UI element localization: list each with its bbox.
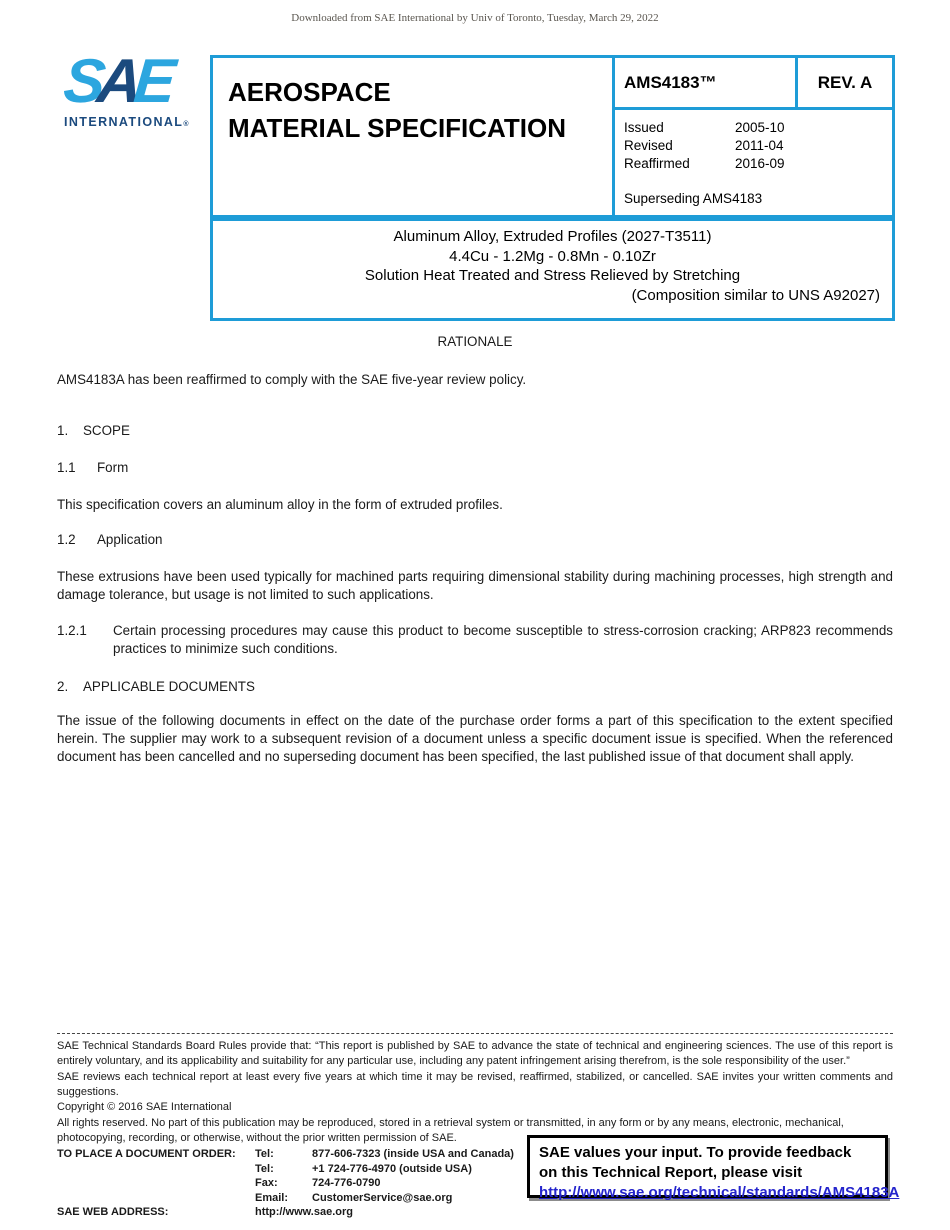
spec-title-line2: 4.4Cu - 1.2Mg - 0.8Mn - 0.10Zr [449, 247, 656, 265]
composition-note: (Composition similar to UNS A92027) [631, 286, 880, 304]
section-1-2-number: 1.2 [57, 532, 76, 547]
sae-logo-letter-a: A [94, 47, 138, 116]
spacer [57, 1176, 255, 1191]
copyright-line: Copyright © 2016 SAE International [57, 1101, 232, 1113]
revision-history [615, 110, 892, 215]
feedback-line1: SAE values your input. To provide feedback [539, 1144, 852, 1161]
section-2-text: The issue of the following documents in effect on the date of the purchase order forms a part of this specification to the extent specified herein. The supplier may work to a subsequent revision of a document unless a specific document issue is specified. When the referenced document has been cancelled and no superseding document has been specified, the last published issue of that document shall apply. [57, 713, 893, 764]
rationale-text: AMS4183A has been reaffirmed to comply with the SAE five-year review policy. [57, 372, 527, 387]
reaffirmed-row [624, 155, 892, 173]
tel2-value: +1 724-776-4970 (outside USA) [312, 1162, 472, 1175]
rationale-heading: RATIONALE [437, 334, 513, 349]
header-block [210, 55, 895, 218]
tel1-key: Tel: [255, 1148, 274, 1160]
revised-row [624, 137, 892, 155]
section-1-2-1-number: 1.2.1 [57, 623, 87, 638]
feedback-line2: on this Technical Report, please visit [539, 1164, 803, 1181]
section-1-2-1-text: Certain processing procedures may cause this product to become susceptible to stress-corrosion cracking; ARP823 recommends practices to minimize such conditions. [113, 623, 893, 656]
section-2-title: APPLICABLE DOCUMENTS [83, 679, 255, 694]
rights-text: All rights reserved. No part of this publication may be reproduced, stored in a retrieval system or transmitted, in any form or by any means, electronic, mechanical, photocopying, recording, or otherwise, without the prior written permission of SAE. [57, 1117, 844, 1144]
section-2-number: 2. [57, 679, 69, 694]
web-address-label: SAE WEB ADDRESS: [57, 1206, 169, 1219]
section-1-heading [57, 422, 893, 440]
spec-title-line1: Aluminum Alloy, Extruded Profiles (2027-T3511) [393, 228, 712, 245]
doc-number: AMS4183 [624, 72, 700, 92]
revision-badge: REV. A [795, 58, 892, 110]
section-1-1-text: This specification covers an aluminum alloy in the form of extruded profiles. [57, 497, 503, 512]
section-1-1-heading [57, 459, 893, 477]
section-1-2-heading [57, 531, 893, 549]
download-watermark: Downloaded from SAE International by Univ of Toronto, Tuesday, March 29, 2022 [291, 12, 659, 24]
review-note-text: SAE reviews each technical report at least every five years at which time it may be revised, reaffirmed, stabilized, or cancelled. SAE invites your written comments and suggestions. [57, 1071, 893, 1098]
spec-title-block [210, 218, 895, 321]
fax-value: 724-776-0790 [312, 1177, 381, 1190]
issued-date: 2005-10 [735, 120, 785, 135]
registered-mark: ® [183, 121, 189, 128]
spacer [57, 1191, 255, 1206]
order-label: TO PLACE A DOCUMENT ORDER: [57, 1148, 236, 1160]
section-2-heading [57, 678, 893, 696]
email-value: CustomerService@sae.org [312, 1191, 453, 1204]
board-rules-text: SAE Technical Standards Board Rules provide that: “This report is published by SAE to advance the state of technical and engineering sciences. The use of this report is entirely voluntary, and its applicability and suitability for any particular use, including any patent infringement arising therefrom, is the sole responsibility of the user.” [57, 1040, 893, 1067]
feedback-link[interactable]: http://www.sae.org/technical/standards/AMS4183A [539, 1184, 900, 1201]
section-1-2-text: These extrusions have been used typically for machined parts requiring dimensional stability during machining processes, high strength and damage tolerance, but usage is not limited to such applications. [57, 569, 893, 602]
feedback-link-row [539, 1183, 900, 1203]
tel2-key: Tel: [255, 1162, 274, 1175]
spacer [57, 1162, 255, 1177]
fax-key: Fax: [255, 1177, 278, 1190]
email-key: Email: [255, 1191, 289, 1204]
sae-international-text: INTERNATIONAL [64, 115, 184, 129]
section-1-1-number: 1.1 [57, 460, 76, 475]
trademark-symbol: ™ [699, 72, 717, 92]
section-1-2-title: Application [97, 532, 163, 547]
section-1-title: SCOPE [83, 423, 130, 438]
reaffirmed-date: 2016-09 [735, 156, 785, 171]
revised-label: Revised [624, 138, 673, 153]
document-body [57, 333, 893, 766]
spec-title-line3: Solution Heat Treated and Stress Relieved by Stretching [364, 267, 741, 284]
tel1-value: 877-606-7323 (inside USA and Canada) [312, 1148, 514, 1160]
sae-logo-letter-s: S [61, 47, 101, 116]
doc-number-cell [615, 58, 795, 110]
reaffirmed-label: Reaffirmed [624, 156, 690, 171]
section-1-2-1-paragraph [57, 622, 893, 658]
issued-label: Issued [624, 120, 664, 135]
revised-date: 2011-04 [735, 138, 784, 153]
spec-type-line2: MATERIAL SPECIFICATION [228, 113, 566, 143]
issued-row [624, 119, 892, 137]
sae-logo-letter-e: E [131, 47, 171, 116]
superseding-note: Superseding AMS4183 [624, 191, 763, 206]
web-address-value: http://www.sae.org [255, 1206, 353, 1219]
section-1-1-title: Form [97, 460, 129, 475]
feedback-box [527, 1135, 900, 1201]
web-address-row [57, 1205, 893, 1220]
section-1-number: 1. [57, 423, 69, 438]
sae-logo-letters [61, 47, 196, 116]
spec-type-line1: AEROSPACE [228, 77, 391, 107]
sae-logo [61, 47, 194, 129]
sae-logo-subtitle [64, 115, 194, 129]
spec-type-title [213, 58, 615, 215]
